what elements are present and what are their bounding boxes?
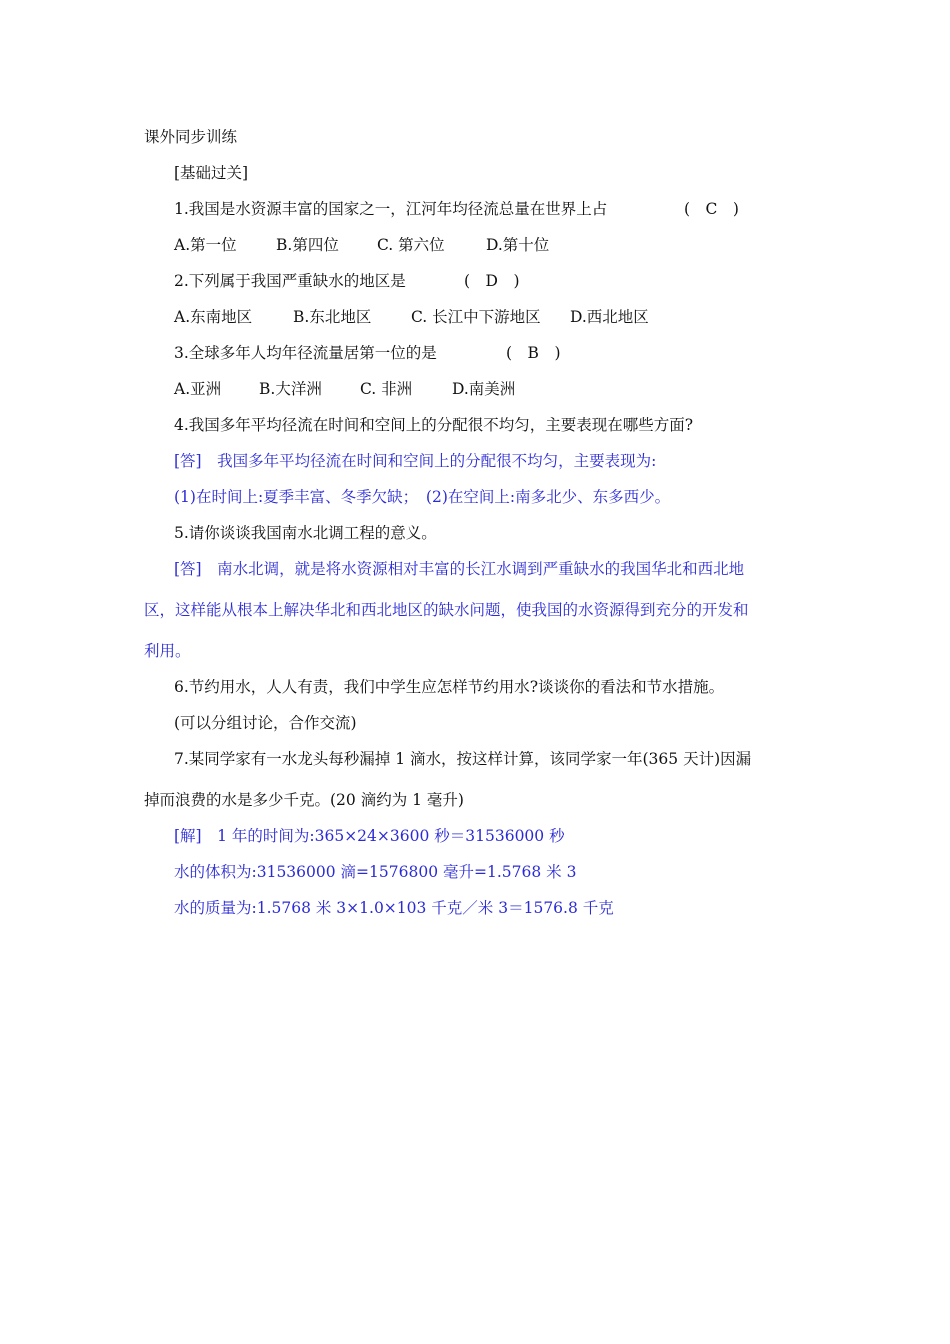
- question-7-line-1: 7.某同学家有一水龙头每秒漏掉 1 滴水，按这样计算，该同学家一年(365 天计)因漏: [174, 750, 752, 768]
- option-c: C. 长江中下游地区: [411, 308, 541, 326]
- question-2-answer: ( D ): [464, 272, 520, 290]
- option-b: B.第四位: [276, 236, 339, 254]
- question-3-text: 3.全球多年人均年径流量居第一位的是: [174, 344, 437, 362]
- option-b: B.大洋洲: [259, 380, 322, 398]
- question-4-text: 4.我国多年平均径流在时间和空间上的分配很不均匀，主要表现在哪些方面?: [174, 416, 694, 434]
- question-3: [174, 343, 561, 363]
- question-7-line-2: 掉而浪费的水是多少千克。(20 滴约为 1 毫升): [144, 791, 464, 809]
- option-a: A.东南地区: [174, 308, 253, 326]
- option-a: A.第一位: [174, 236, 237, 254]
- option-d: D.西北地区: [570, 308, 649, 326]
- page-title: 课外同步训练: [144, 128, 238, 146]
- option-d: D.南美洲: [452, 380, 516, 398]
- question-7-solution-2: 水的体积为:31536000 滴=1576800 毫升=1.5768 米 3: [174, 863, 577, 881]
- option-b: B.东北地区: [293, 308, 372, 326]
- option-a: A.亚洲: [174, 380, 222, 398]
- option-c: C. 第六位: [377, 236, 445, 254]
- option-d: D.第十位: [486, 236, 550, 254]
- question-7-solution-1: [解] 1 年的时间为:365×24×3600 秒＝31536000 秒: [174, 827, 565, 845]
- question-6-note: (可以分组讨论，合作交流): [174, 714, 357, 732]
- question-5-text: 5.请你谈谈我国南水北调工程的意义。: [174, 524, 437, 542]
- question-4-answer-line-2: (1)在时间上:夏季丰富、冬季欠缺； (2)在空间上:南多北少、东多西少。: [174, 488, 671, 506]
- question-1-text: 1.我国是水资源丰富的国家之一，江河年均径流总量在世界上占: [174, 200, 608, 218]
- question-2: [174, 271, 520, 291]
- option-c: C. 非洲: [360, 380, 413, 398]
- question-1: [174, 199, 739, 219]
- section-heading: [基础过关]: [174, 164, 249, 182]
- question-3-answer: ( B ): [506, 344, 561, 362]
- question-4-answer-line-1: [答] 我国多年平均径流在时间和空间上的分配很不均匀，主要表现为:: [174, 452, 657, 470]
- question-5-answer-line-3: 利用。: [144, 642, 191, 660]
- question-1-answer: ( C ): [684, 200, 739, 218]
- question-5-answer-line-2: 区，这样能从根本上解决华北和西北地区的缺水问题，使我国的水资源得到充分的开发和: [144, 601, 749, 619]
- question-2-text: 2.下列属于我国严重缺水的地区是: [174, 272, 406, 290]
- question-6-text: 6.节约用水，人人有责，我们中学生应怎样节约用水?谈谈你的看法和节水措施。: [174, 678, 725, 696]
- question-7-solution-3: 水的质量为:1.5768 米 3×1.0×103 千克／米 3＝1576.8 千克: [174, 899, 614, 917]
- question-5-answer-line-1: [答] 南水北调，就是将水资源相对丰富的长江水调到严重缺水的我国华北和西北地: [174, 560, 745, 578]
